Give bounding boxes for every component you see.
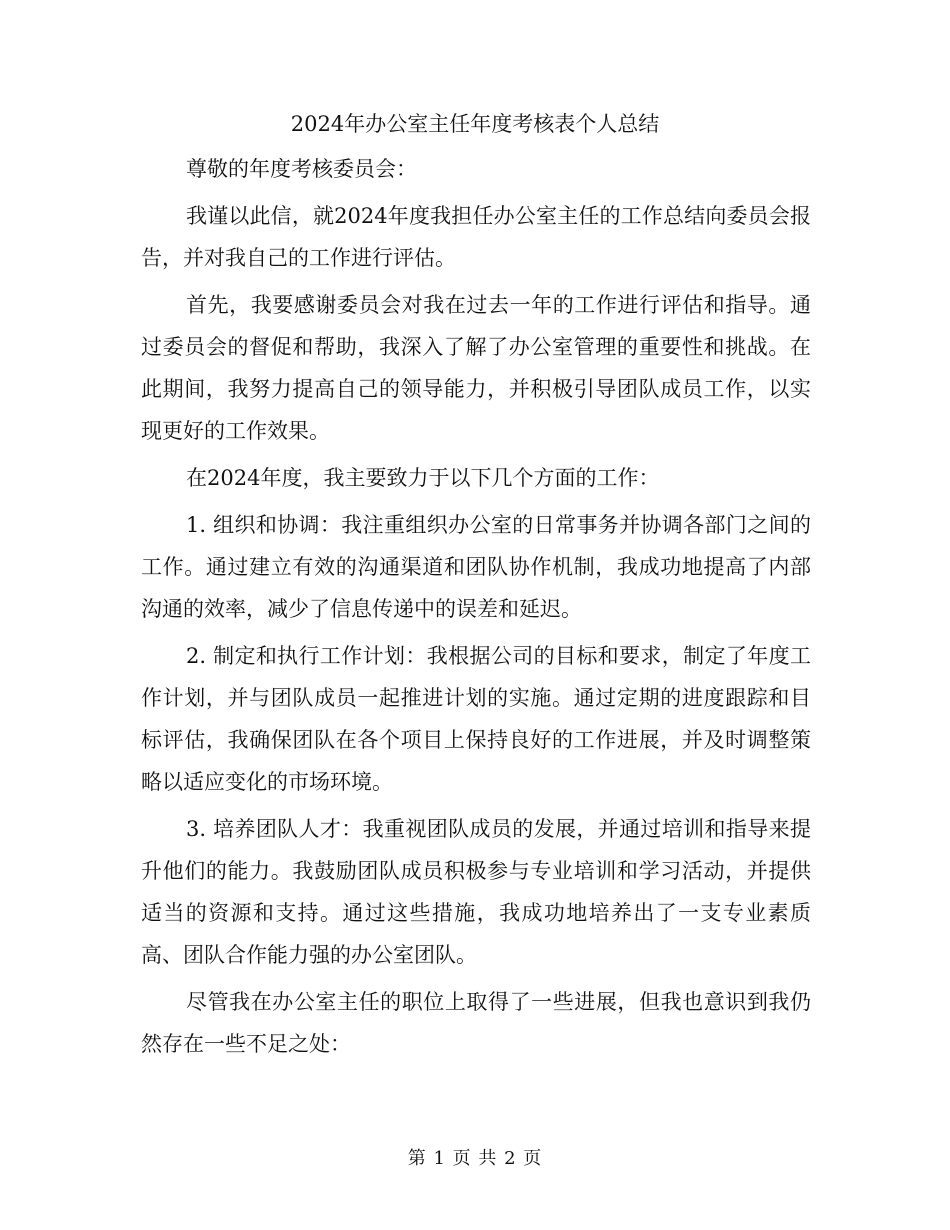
shortcomings-paragraph: 尽管我在办公室主任的职位上取得了一些进展，但我也意识到我仍然存在一些不足之处： [141,990,811,1056]
work-areas-intro-paragraph: 在2024年度，我主要致力于以下几个方面的工作： [186,466,660,490]
intro-paragraph: 我谨以此信，就2024年度我担任办公室主任的工作总结向委员会报告，并对我自己的工作进行评估。 [141,204,811,270]
document-body [141,148,811,1070]
work-item-1-paragraph: 1. 组织和协调：我注重组织办公室的日常事务并协调各部门之间的工作。通过建立有效的沟通渠道和团队协作机制，我成功地提高了内部沟通的效率，减少了信息传递中的误差和延迟。 [141,513,811,621]
work-item-3-paragraph: 3. 培养团队人才：我重视团队成员的发展，并通过培训和指导来提升他们的能力。我鼓励团队成员积极参与专业培训和学习活动，并提供适当的资源和支持。通过这些措施，我成功地培养出了一支专业素质高、团队合作能力强的办公室团队。 [141,817,811,967]
thanks-paragraph: 首先，我要感谢委员会对我在过去一年的工作进行评估和指导。通过委员会的督促和帮助，我深入了解了办公室管理的重要性和挑战。在此期间，我努力提高自己的领导能力，并积极引导团队成员工作，以实现更好的工作效果。 [141,293,811,443]
work-item-2-paragraph: 2. 制定和执行工作计划：我根据公司的目标和要求，制定了年度工作计划，并与团队成员一起推进计划的实施。通过定期的进度跟踪和目标评估，我确保团队在各个项目上保持良好的工作进展，并及时调整策略以适应变化的市场环境。 [141,644,811,794]
page-number-footer: 第 1 页 共 2 页 [407,1148,543,1169]
document-title: 2024年办公室主任年度考核表个人总结 [290,112,660,136]
salutation-paragraph: 尊敬的年度考核委员会： [186,157,417,181]
